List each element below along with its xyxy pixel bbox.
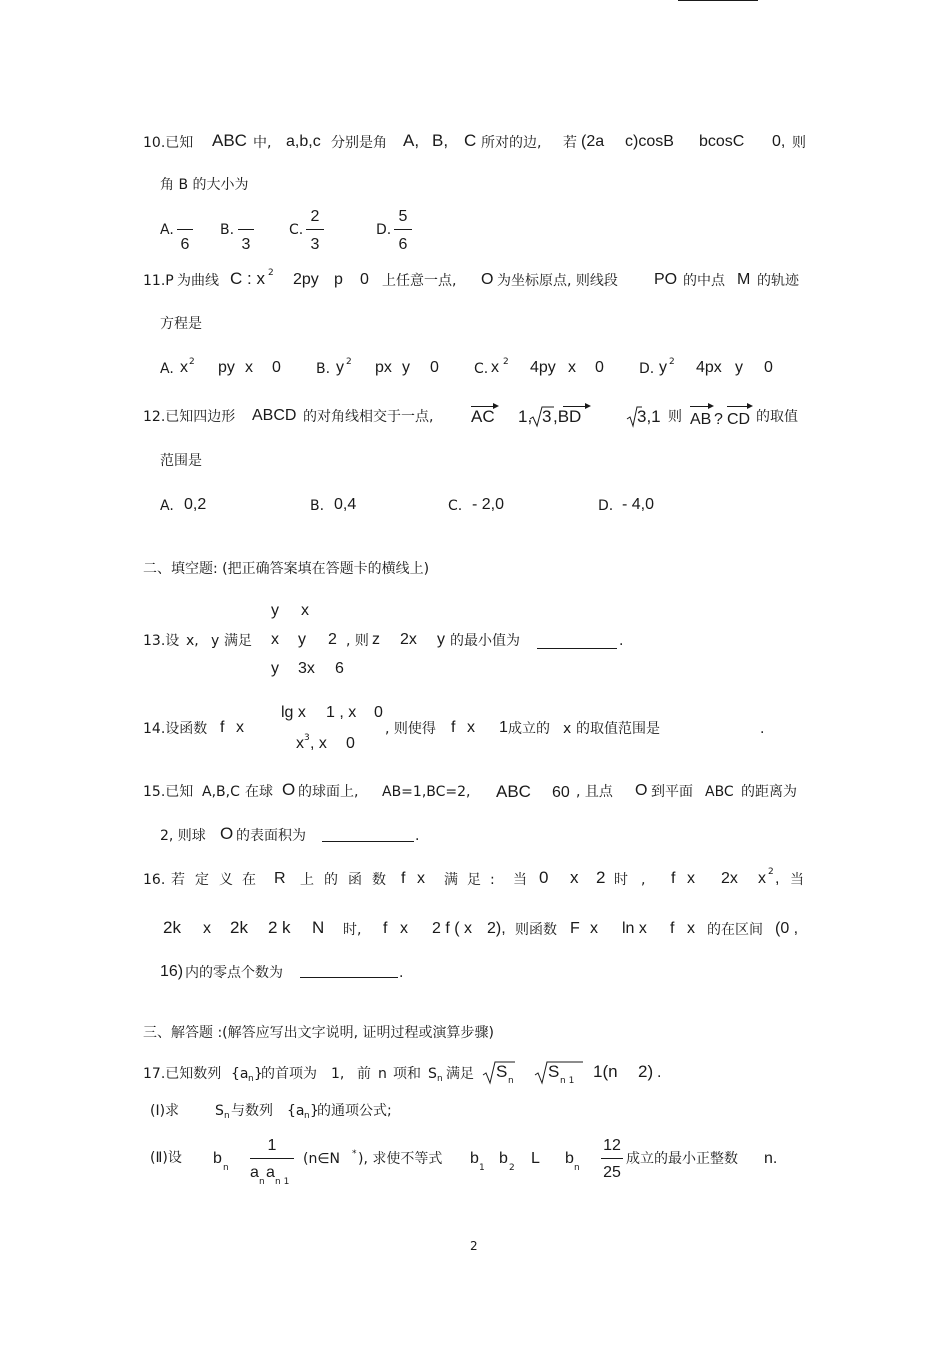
q16-text: 若 xyxy=(171,872,185,888)
q17-S: S xyxy=(215,1103,224,1119)
q16-text: : xyxy=(490,872,495,888)
q17-text: (n∈N xyxy=(303,1151,341,1167)
q17-a: a xyxy=(266,1164,275,1181)
q17-S: S xyxy=(428,1066,437,1082)
option-d-term: 4px xyxy=(696,359,722,376)
q14-f: f xyxy=(220,719,225,736)
q12-val: 1, xyxy=(518,407,533,426)
option-b: B. xyxy=(316,361,331,377)
q16-text: 的在区间 xyxy=(707,922,763,938)
q14-text: , 则使得 xyxy=(385,721,436,737)
q10-expr: c)cosB xyxy=(625,133,674,150)
q16-2x: 2x xyxy=(721,870,738,887)
q11-curve: C : x xyxy=(230,269,265,288)
q16-text: 的 xyxy=(324,872,338,888)
q13-answer-blank xyxy=(537,648,617,649)
q17-sub: n xyxy=(304,1111,310,1121)
q17-a: a xyxy=(250,1164,259,1181)
q16-term: (0 , xyxy=(775,920,799,937)
q13-num: 13.设 xyxy=(143,633,180,649)
q12-dot: ? xyxy=(714,411,723,428)
q17-part2: (Ⅱ)设 xyxy=(150,1150,182,1166)
q14-f2: f xyxy=(451,719,456,736)
q13-2x: 2x xyxy=(400,631,417,648)
q12-line2: 范围是 xyxy=(160,453,202,469)
q14-period: . xyxy=(760,721,765,737)
q10-text: 所对的边, xyxy=(481,135,542,151)
q17-text: ), 求使不等式 xyxy=(358,1151,443,1167)
q14-case: 0 xyxy=(374,704,383,721)
q10-abc: a,b,c xyxy=(286,133,321,150)
q12-num: 12.已知四边形 xyxy=(143,409,236,425)
option-b-sup: 2 xyxy=(346,357,352,367)
q15-abc2: ABC xyxy=(705,784,734,800)
q16-text: 在 xyxy=(242,872,256,888)
q16-f: f xyxy=(383,920,388,937)
option-c-var: x xyxy=(491,359,499,376)
q13-sys-term: y xyxy=(271,660,279,677)
q10-expr: (2a xyxy=(581,133,605,150)
q12-AB: AB xyxy=(690,411,712,428)
q17-n: n. xyxy=(764,1150,778,1167)
q16-ln: ln x xyxy=(622,920,647,937)
q10-text: 若 xyxy=(563,135,577,151)
q16-term: 2 f ( x xyxy=(432,920,473,937)
q12-BD: ,BD xyxy=(553,407,582,426)
q17-text: 满足 xyxy=(446,1066,474,1082)
option-a-var: x xyxy=(180,359,188,376)
option-a-value: 0,2 xyxy=(184,496,207,513)
q16-text: 则函数 xyxy=(515,922,557,938)
q11-text: 为曲线 xyxy=(177,273,219,289)
q14-case-sup: 3 xyxy=(304,733,310,743)
q16-term: 2 xyxy=(268,918,278,937)
q10-line2: 角 B 的大小为 xyxy=(160,177,249,193)
section-2-heading: 二、填空题: (把正确答案填在答题卡的横线上) xyxy=(143,561,430,577)
q17-sub: n xyxy=(437,1074,443,1084)
q17-sub: 1 xyxy=(479,1163,485,1173)
q12-AC: AC xyxy=(471,407,495,426)
q17-n: n xyxy=(378,1066,387,1082)
q16-x: x xyxy=(758,870,766,887)
q11-expr: 2py xyxy=(293,271,319,288)
option-c-term: x xyxy=(568,359,576,376)
option-a-term: x xyxy=(245,359,253,376)
q13-z: z xyxy=(372,631,380,648)
option-d-sup: 2 xyxy=(669,357,675,367)
q17-text: 前 xyxy=(357,1066,371,1082)
option-c: C. xyxy=(289,222,304,238)
option-c-value: - 2,0 xyxy=(472,496,505,513)
q17-frac-num: 1 xyxy=(267,1137,277,1154)
q16-text: 函 xyxy=(348,872,362,888)
q16-period: . xyxy=(399,965,404,981)
option-c: C. xyxy=(448,498,463,514)
q10-B: B, xyxy=(432,131,449,150)
q15-num: 15.已知 xyxy=(143,784,194,800)
option-d: D. xyxy=(639,361,655,377)
q17-sub: 2 xyxy=(509,1163,515,1173)
q15-text: 的表面积为 xyxy=(236,828,306,844)
q17-frac-num: 12 xyxy=(603,1137,621,1154)
q10-A: A, xyxy=(403,131,420,150)
option-c-term: 0 xyxy=(595,359,604,376)
q17-text: 成立的最小正整数 xyxy=(626,1151,738,1167)
q13-y2: y xyxy=(437,631,445,648)
q10-text: 中, xyxy=(253,135,272,151)
q17-term: {a xyxy=(287,1103,305,1119)
q16-term: k xyxy=(282,918,291,937)
option-d-den: 6 xyxy=(398,236,408,253)
q12-text: 的对角线相交于一点, xyxy=(303,409,434,425)
option-a-den: 6 xyxy=(180,236,190,253)
q13-period: . xyxy=(619,633,624,649)
q15-abc: A,B,C xyxy=(202,784,240,800)
q16-comma: , xyxy=(775,870,780,887)
q10-expr: bcosC xyxy=(699,133,745,150)
q16-x: x xyxy=(687,920,695,937)
q15-O: O xyxy=(282,780,296,799)
q17-b: b xyxy=(499,1150,508,1167)
q12-ABCD: ABCD xyxy=(252,407,297,424)
q14-case: 1 , x xyxy=(326,704,357,721)
q17-num: 17.已知数列 xyxy=(143,1066,222,1082)
q13-sys-term: x xyxy=(301,602,309,619)
q13-x: x, xyxy=(186,633,199,649)
q16-x: x xyxy=(590,920,598,937)
q12-CD: CD xyxy=(727,411,751,428)
q11-sup: 2 xyxy=(268,268,274,278)
option-c: C. xyxy=(474,361,489,377)
q15-angle: ABC xyxy=(496,782,531,801)
q12-val2: 3,1 xyxy=(637,407,661,426)
q16-R: R xyxy=(274,870,286,887)
q11-text: 上任意一点, xyxy=(382,273,457,289)
q16-zero: 0 xyxy=(539,868,549,887)
q11-expr: 0 xyxy=(360,271,369,288)
option-d: D. xyxy=(598,498,614,514)
q17-b: b xyxy=(470,1150,479,1167)
option-b: B. xyxy=(310,498,325,514)
q17-sub: n xyxy=(574,1163,580,1173)
option-d-num: 5 xyxy=(398,208,408,225)
q16-f: f xyxy=(671,870,676,887)
q13-sys-term: 3x xyxy=(298,660,315,677)
option-d: D. xyxy=(376,222,392,238)
q10-num: 10.已知 xyxy=(143,135,194,151)
q16-text: 义 xyxy=(219,872,233,888)
q10-C: C xyxy=(464,131,477,150)
q17-text: 的通项公式; xyxy=(317,1103,392,1119)
q17-S: S xyxy=(496,1062,508,1081)
q17-b: b xyxy=(213,1150,222,1167)
q17-period: . xyxy=(657,1064,662,1081)
q17-sub: n 1 xyxy=(560,1076,575,1086)
q15-60: 60 xyxy=(552,784,570,801)
q16-f: f xyxy=(670,920,675,937)
q16-text: 时, xyxy=(343,922,362,938)
q10-triangle: ABC xyxy=(212,131,247,150)
q15-ab: AB=1,BC=2, xyxy=(382,784,471,800)
q14-one: 1 xyxy=(499,719,508,736)
q12-sqrt3: 3 xyxy=(542,407,552,426)
q16-text: 上 xyxy=(300,872,314,888)
q15-text: 的距离为 xyxy=(741,784,797,800)
section-3-heading: 三、解答题 :(解答应写出文字说明, 证明过程或演算步骤) xyxy=(143,1025,494,1041)
option-c-num: 2 xyxy=(310,208,320,225)
q17-term: {a xyxy=(231,1066,249,1082)
q14-num: 14.设函数 xyxy=(143,721,208,737)
option-b-term: px xyxy=(375,359,392,376)
q15-text: , 且点 xyxy=(576,784,613,800)
q11-text: 的中点 xyxy=(683,273,725,289)
q11-O: O xyxy=(481,271,494,288)
q17-sup: * xyxy=(352,1149,357,1159)
q12-text: 的取值 xyxy=(756,409,798,425)
option-d-term: 0 xyxy=(764,359,773,376)
option-c-sup: 2 xyxy=(503,357,509,367)
option-a-term: 0 xyxy=(272,359,281,376)
q17-text: 1, xyxy=(331,1066,345,1082)
q13-sys-term: y xyxy=(298,631,306,648)
q14-case: lg x xyxy=(281,704,306,721)
q16-text: 当 xyxy=(513,872,527,888)
q10-text: 则 xyxy=(792,135,806,151)
q13-y: y xyxy=(211,633,220,649)
option-c-den: 3 xyxy=(310,236,320,253)
q13-sys-term: 6 xyxy=(335,660,344,677)
q16-term: 16) xyxy=(160,963,184,980)
q14-case: x xyxy=(296,735,304,752)
option-d-var: y xyxy=(659,359,667,376)
q17-sub: n xyxy=(223,1163,229,1173)
q16-text: 时 xyxy=(614,872,628,888)
q15-O2: O xyxy=(635,782,648,799)
q14-text: 的取值范围是 xyxy=(576,721,660,737)
q14-x: x xyxy=(236,719,244,736)
option-a: A. xyxy=(160,222,174,238)
option-b-term: y xyxy=(402,359,410,376)
page-number: 2 xyxy=(470,1239,478,1253)
q16-sup: 2 xyxy=(768,867,774,877)
q13-text: 的最小值为 xyxy=(450,633,520,649)
q16-x: x xyxy=(687,870,695,887)
q15-line2: 2, 则球 xyxy=(160,828,206,844)
option-a: A. xyxy=(160,498,174,514)
q16-term: 2), xyxy=(487,920,506,937)
q17-frac-den: 25 xyxy=(603,1164,621,1181)
q17-sub: n xyxy=(508,1076,514,1086)
q17-sub: n 1 xyxy=(275,1177,290,1187)
option-d-value: - 4,0 xyxy=(622,496,655,513)
q16-term: 2k xyxy=(230,918,248,937)
q16-num: 16. xyxy=(143,872,166,888)
q14-x2: x xyxy=(467,719,475,736)
q16-answer-blank xyxy=(300,977,398,978)
q11-text: 为坐标原点, 则线段 xyxy=(497,273,618,289)
option-b-var: y xyxy=(336,359,344,376)
option-b-term: 0 xyxy=(430,359,439,376)
q17-sub: n xyxy=(248,1074,254,1084)
option-b-den: 3 xyxy=(241,236,251,253)
q10-text: 分别是角 xyxy=(331,135,387,151)
q16-text: 定 xyxy=(195,872,209,888)
option-a-term: py xyxy=(218,359,235,376)
q16-term: x xyxy=(203,920,211,937)
q17-S: S xyxy=(548,1062,560,1081)
q11-PO: PO xyxy=(654,271,678,288)
q12-text: 则 xyxy=(668,409,682,425)
q13-text: 满足 xyxy=(224,633,252,649)
q15-answer-blank xyxy=(322,841,414,842)
q16-x: x xyxy=(400,920,408,937)
q14-text: 成立的 xyxy=(508,721,550,737)
q11-expr: p xyxy=(334,271,343,288)
q16-text: 足 xyxy=(467,872,481,888)
q17-term: } xyxy=(254,1066,263,1082)
q16-text: 数 xyxy=(372,872,386,888)
q16-f: f xyxy=(401,870,406,887)
q16-N: N xyxy=(312,918,325,937)
q15-text: 到平面 xyxy=(651,784,693,800)
q17-text: 项和 xyxy=(393,1066,421,1082)
q10-expr: 0, xyxy=(772,133,786,150)
q16-two: 2 xyxy=(596,868,606,887)
q13-sys-term: 2 xyxy=(328,631,337,648)
q16-text: 满 xyxy=(444,872,458,888)
q11-M: M xyxy=(737,271,751,288)
q16-text: 内的零点个数为 xyxy=(185,965,283,981)
q15-period: . xyxy=(415,828,420,844)
option-b: B. xyxy=(220,222,235,238)
q16-x: x xyxy=(570,868,579,887)
q17-sub: n xyxy=(259,1177,265,1187)
q16-text: 当 xyxy=(790,872,804,888)
q16-F: F xyxy=(570,920,580,937)
q17-text: 与数列 xyxy=(231,1103,273,1119)
q17-term: 2) xyxy=(638,1062,654,1081)
q17-b: b xyxy=(565,1150,574,1167)
option-c-term: 4py xyxy=(530,359,556,376)
q16-term: 2k xyxy=(163,918,181,937)
q15-text: 的球面上, xyxy=(298,784,359,800)
option-b-value: 0,4 xyxy=(334,496,357,513)
q13-sys-term: x xyxy=(271,631,279,648)
q13-text: , 则 xyxy=(346,633,369,649)
option-d-term: y xyxy=(735,359,743,376)
q11-line2: 方程是 xyxy=(160,316,202,332)
q16-x: x xyxy=(417,870,425,887)
q17-text: 的首项为 xyxy=(261,1066,317,1082)
q14-case: 0 xyxy=(346,735,355,752)
q11-text: 的轨迹 xyxy=(757,273,799,289)
q15-O3: O xyxy=(220,824,234,843)
q17-term: 1(n xyxy=(593,1062,618,1081)
q14-answer-blank xyxy=(678,0,758,1)
q11-num: 11.P xyxy=(143,273,174,289)
q14-x3: x xyxy=(563,721,572,737)
q17-ellipsis: L xyxy=(531,1150,540,1167)
q17-term: } xyxy=(310,1103,319,1119)
q15-text: 在球 xyxy=(245,784,273,800)
q16-text: , xyxy=(641,872,646,888)
q14-case: , x xyxy=(310,735,327,752)
q17-part1: (Ⅰ)求 xyxy=(150,1103,180,1119)
q17-sub: n xyxy=(224,1111,230,1121)
option-a: A. xyxy=(160,361,174,377)
q13-sys-term: y xyxy=(271,602,279,619)
option-a-sup: 2 xyxy=(189,357,195,367)
